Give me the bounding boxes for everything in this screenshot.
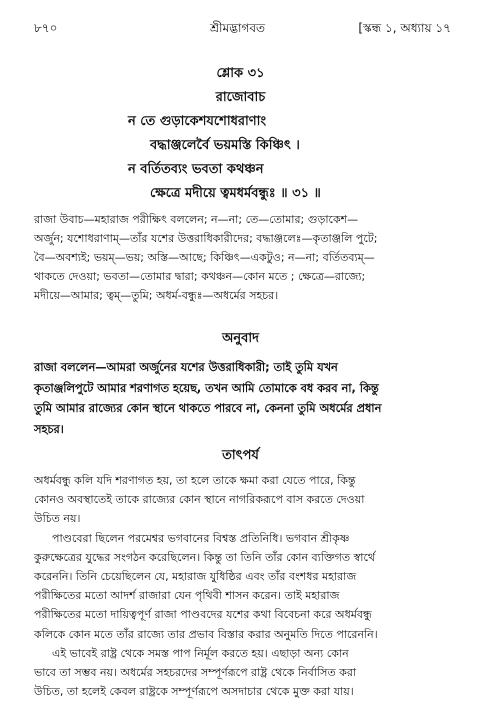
purport-text [34,471,454,701]
purport-line: পরীক্ষিতের মতো আদর্শ রাজারা যেন পৃথিবী শাসন করেন। তাই মহারাজ [34,589,340,603]
chapter-reference: [স্কন্ধ ১, অধ্যায় ১৭ [358,21,451,35]
purport-line: কোনও অবস্থাতেই তাকে রাজ্যের কোন স্থানে নাগরিকরূপে বাস করতে দেওয়া [34,493,365,507]
verse-heading: শ্লোক ৩১ [216,66,265,81]
synonym-line: অর্জুন; যশোধরাণাম্—তাঁর যশের উত্তরাধিকারীদের; বদ্ধাঞ্জলেঃ—কৃতাঞ্জলি পুটে; [34,232,378,245]
synonym-line: মদীয়ে—আমার; ত্বম্—তুমি; অধর্ম-বন্ধুঃ—অধর্মের সহচর। [34,289,279,302]
purport-line: পাণ্ডবেরা ছিলেন পরমেশ্বর ভগবানের বিশ্বস্ত প্রতিনিধি। ভগবান শ্রীকৃষ্ণ [52,531,350,545]
translation-line: রাজা বললেন—আমরা অর্জুনের যশের উত্তরাধিকারী; তাই তুমি যখন [34,361,338,374]
synonym-line: বৈ—অবশ্যই; ভয়ম্—ভয়; অস্তি—আছে; কিঞ্চিৎ—একটুও; ন—না; বর্তিতব্যম্— [34,251,375,264]
purport-line: উচিত, তা হলেই কেবল রাষ্ট্রকে সম্পূর্ণরূপে অসদাচার থেকে মুক্ত করা যায়। [34,685,354,699]
purport-line: ভাবে তা সম্ভব নয়। অধর্মের সহচরদের সম্পূর্ণরূপে রাষ্ট্র থেকে নির্বাসিত করা [34,666,357,680]
verse-speaker: রাজোবাচ [215,90,266,105]
book-title: শ্রীমদ্ভাগবত [210,21,266,35]
verse-line: ক্ষেত্রে মদীয়ে ত্বমধর্মবন্ধুঃ ॥ ৩১ ॥ [150,186,321,201]
verse-line: ন বর্তিতব্যং ভবতা কথঞ্চন [128,162,264,177]
verse-line: বদ্ধাঞ্জলের্বৈ ভয়মস্তি কিঞ্চিৎ । [150,138,300,153]
translation-line: সহচর। [34,422,64,436]
translation-line: কৃতাঞ্জলিপুটে আমার শরণাগত হয়েছ, তখন আমি তোমাকে বধ করব না, কিন্তু [34,381,379,395]
purport-line: উচিত নয়। [34,512,81,526]
translation-text [34,358,454,440]
purport-line: করেননি। তিনি চেয়েছিলেন যে, মহারাজ যুধিষ্ঠির এবং তাঁর বংশধর মহারাজ [34,570,357,584]
purport-heading: তাৎপর্য [222,448,259,463]
purport-line: কলিকে কোন মতে তাঁর রাজ্যে তার প্রভাব বিস্তার করার অনুমতি দিতে পারেননি। [34,627,378,641]
purport-line: কুরুক্ষেত্রের যুদ্ধের সংগঠন করেছিলেন। কিন্তু তা তিনি তাঁর কোন ব্যক্তিগত স্বার্থে [34,550,376,564]
synonym-line: থাকতে দেওয়া; ভবতা—তোমার দ্বারা; কথঞ্চন—কোন মতে ; ক্ষেত্রে—রাজ্যে; [34,270,366,283]
word-for-word-synonyms [34,210,454,305]
page-number: ৮৭০ [34,21,58,35]
translation-heading: অনুবাদ [222,331,259,346]
translation-line: তুমি আমার রাজ্যের কোন স্থানে থাকতে পারবে না, কেননা তুমি অধর্মের প্রধান [34,402,382,415]
purport-line: অধর্মবন্ধু কলি যদি শরণাগত হয়, তা হলে তাকে ক্ষমা করা যেতে পারে, কিন্তু [34,474,356,487]
purport-line: এই ভাবেই রাষ্ট্র থেকে সমস্ত পাপ নির্মূল করতে হয়। এছাড়া অন্য কোন [52,646,349,660]
verse-line: ন তে গুড়াকেশযশোধরাণাং [128,114,267,129]
purport-line: পরীক্ষিতের মতো দায়িত্বপূর্ণ রাজা পাণ্ডবদের যশের কথা বিবেচনা করে অধর্মবন্ধু [34,608,372,622]
synonym-line: রাজা উবাচ—মহারাজ পরীক্ষিৎ বললেন; ন—না; তে—তোমার; গুড়াকেশ— [34,213,359,226]
